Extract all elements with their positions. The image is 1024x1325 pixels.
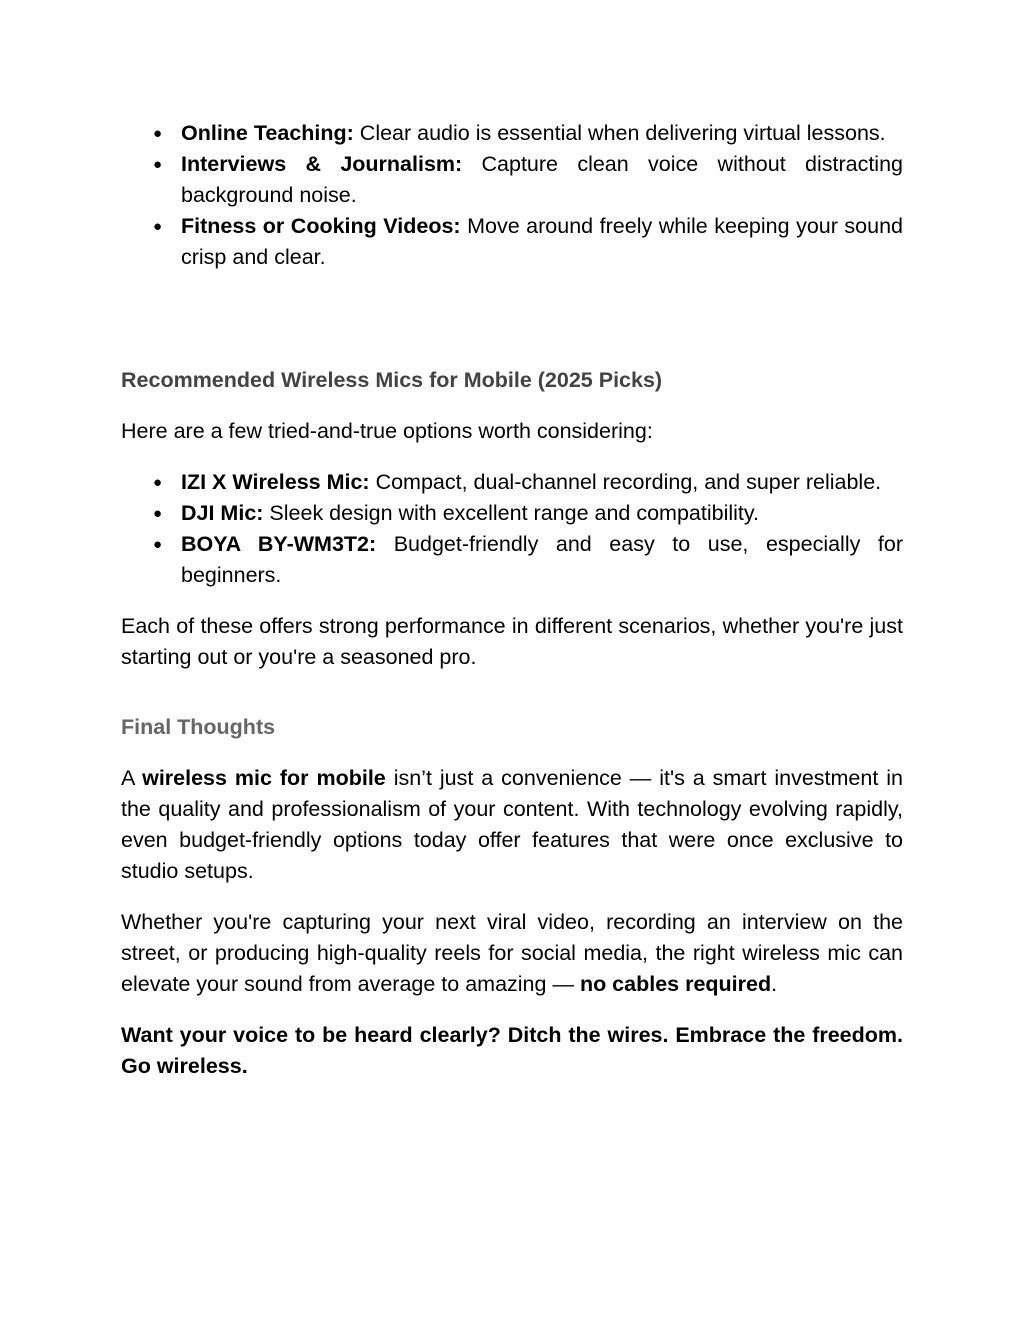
list-item-label: IZI X Wireless Mic: <box>181 470 370 494</box>
paragraph-text: A <box>121 766 135 790</box>
bullet-icon: ● <box>153 505 163 522</box>
list-item-text: Move around freely while keeping your sound crisp and clear. <box>181 214 903 269</box>
bold-phrase: no cables required <box>579 972 772 996</box>
list-item <box>121 498 903 529</box>
use-case-list <box>121 118 903 273</box>
paragraph-text: isn’t just a convenience — it's a smart investment in the quality and professionalism of your content. With technology evolving rapidly, even budget-friendly options today offer features that were once exclusive to studio setups. <box>121 766 903 883</box>
intro-paragraph: Here are a few tried-and-true options worth considering: <box>121 419 653 443</box>
paragraph-end: . <box>771 972 778 996</box>
section-heading-final-thoughts: Final Thoughts <box>121 715 276 739</box>
list-item <box>121 118 903 149</box>
bullet-icon: ● <box>153 474 163 491</box>
list-item-label: DJI Mic: <box>181 501 264 525</box>
recommended-mics-list <box>121 467 903 591</box>
list-item <box>121 149 903 211</box>
bullet-icon: ● <box>153 156 163 173</box>
list-item-text: Budget-friendly and easy to use, especially for beginners. <box>181 532 903 587</box>
list-item-label: Online Teaching: <box>181 121 354 145</box>
call-to-action-paragraph <box>121 1020 903 1082</box>
list-item-text: Clear audio is essential when delivering virtual lessons. <box>359 121 886 145</box>
document-page <box>121 118 903 1082</box>
list-item-text: Sleek design with excellent range and compatibility. <box>269 501 760 525</box>
list-item-label: BOYA BY-WM3T2: <box>181 532 377 556</box>
bullet-icon: ● <box>153 125 163 142</box>
final-paragraph-2 <box>121 907 903 1000</box>
bullet-icon: ● <box>153 218 163 235</box>
list-item <box>121 211 903 273</box>
list-item <box>121 529 903 591</box>
bullet-icon: ● <box>153 536 163 553</box>
section-heading-recommended: Recommended Wireless Mics for Mobile (2025 Picks) <box>121 368 663 392</box>
final-paragraph-1 <box>121 763 903 887</box>
list-item-text: Compact, dual-channel recording, and super reliable. <box>375 470 882 494</box>
list-item <box>121 467 903 498</box>
list-item-label: Fitness or Cooking Videos: <box>181 214 461 238</box>
paragraph-text: Whether you're capturing your next viral video, recording an interview on the street, or producing high-quality reels for social media, the right wireless mic can elevate your sound from average to amazing — <box>121 910 903 996</box>
list-item-label: Interviews & Journalism: <box>181 152 463 176</box>
summary-paragraph: Each of these offers strong performance in different scenarios, whether you're just starting out or you're a seasoned pro. <box>121 614 903 669</box>
call-to-action-text: Want your voice to be heard clearly? Ditch the wires. Embrace the freedom. Go wireless. <box>121 1023 903 1078</box>
list-item-text: Capture clean voice without distracting background noise. <box>181 152 903 207</box>
bold-phrase: wireless mic for mobile <box>142 766 386 790</box>
